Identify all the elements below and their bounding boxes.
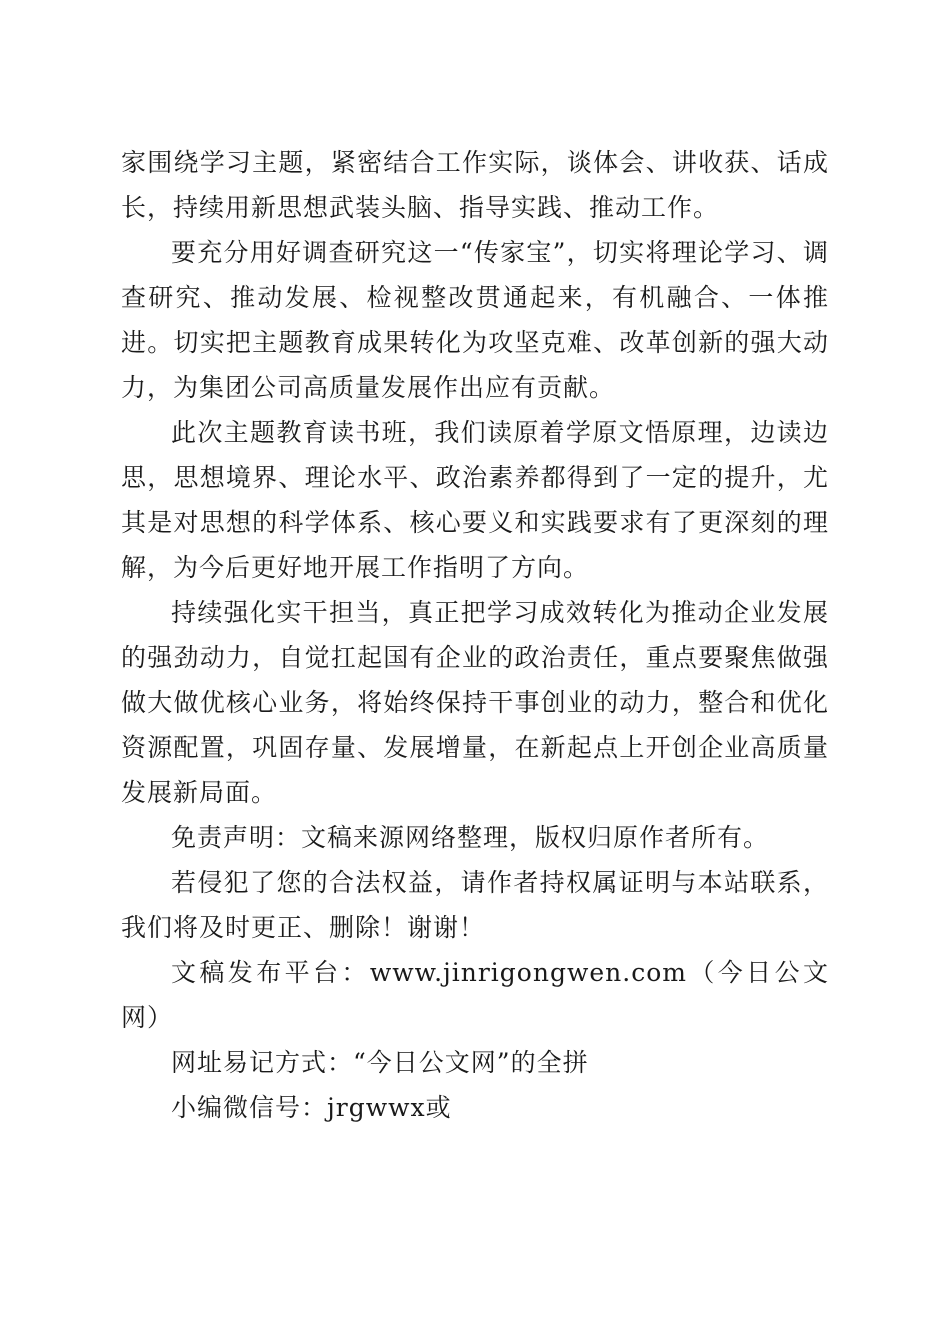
disclaimer-line: 免责声明：文稿来源网络整理，版权归原作者所有。	[171, 823, 770, 852]
paragraph-research: 要充分用好调查研究这一“传家宝”，切实将理论学习、调查研究、推动发展、检视整改贯通起来，有机融合、一体推进。切实把主题教育成果转化为攻坚克难、改革创新的强大动力，为集团公司高质量发展作出应有贡献。	[121, 238, 829, 402]
paragraph-action: 持续强化实干担当，真正把学习成效转化为推动企业发展的强劲动力，自觉扛起国有企业的政治责任，重点要聚焦做强做大做优核心业务，将始终保持干事创业的动力，整合和优化资源配置，巩固存量、发展增量，在新起点上开创企业高质量发展新局面。	[121, 598, 829, 807]
wechat-line: 小编微信号：jrgwwx或	[171, 1093, 452, 1122]
infringement-notice: 若侵犯了您的合法权益，请作者持权属证明与本站联系，我们将及时更正、删除！谢谢！	[121, 868, 829, 942]
platform-line: 文稿发布平台：www.jinrigongwen.com（今日公文网）	[121, 958, 829, 1032]
paragraph-reading-class: 此次主题教育读书班，我们读原着学原文悟原理，边读边思，思想境界、理论水平、政治素养都得到了一定的提升，尤其是对思想的科学体系、核心要义和实践要求有了更深刻的理解，为今后更好地开展工作指明了方向。	[121, 418, 829, 582]
website-memo-line: 网址易记方式：“今日公文网”的全拼	[171, 1048, 589, 1077]
paragraph-continuation: 家围绕学习主题，紧密结合工作实际，谈体会、讲收获、话成长，持续用新思想武装头脑、指导实践、推动工作。	[121, 148, 829, 222]
document-body	[121, 140, 829, 1130]
